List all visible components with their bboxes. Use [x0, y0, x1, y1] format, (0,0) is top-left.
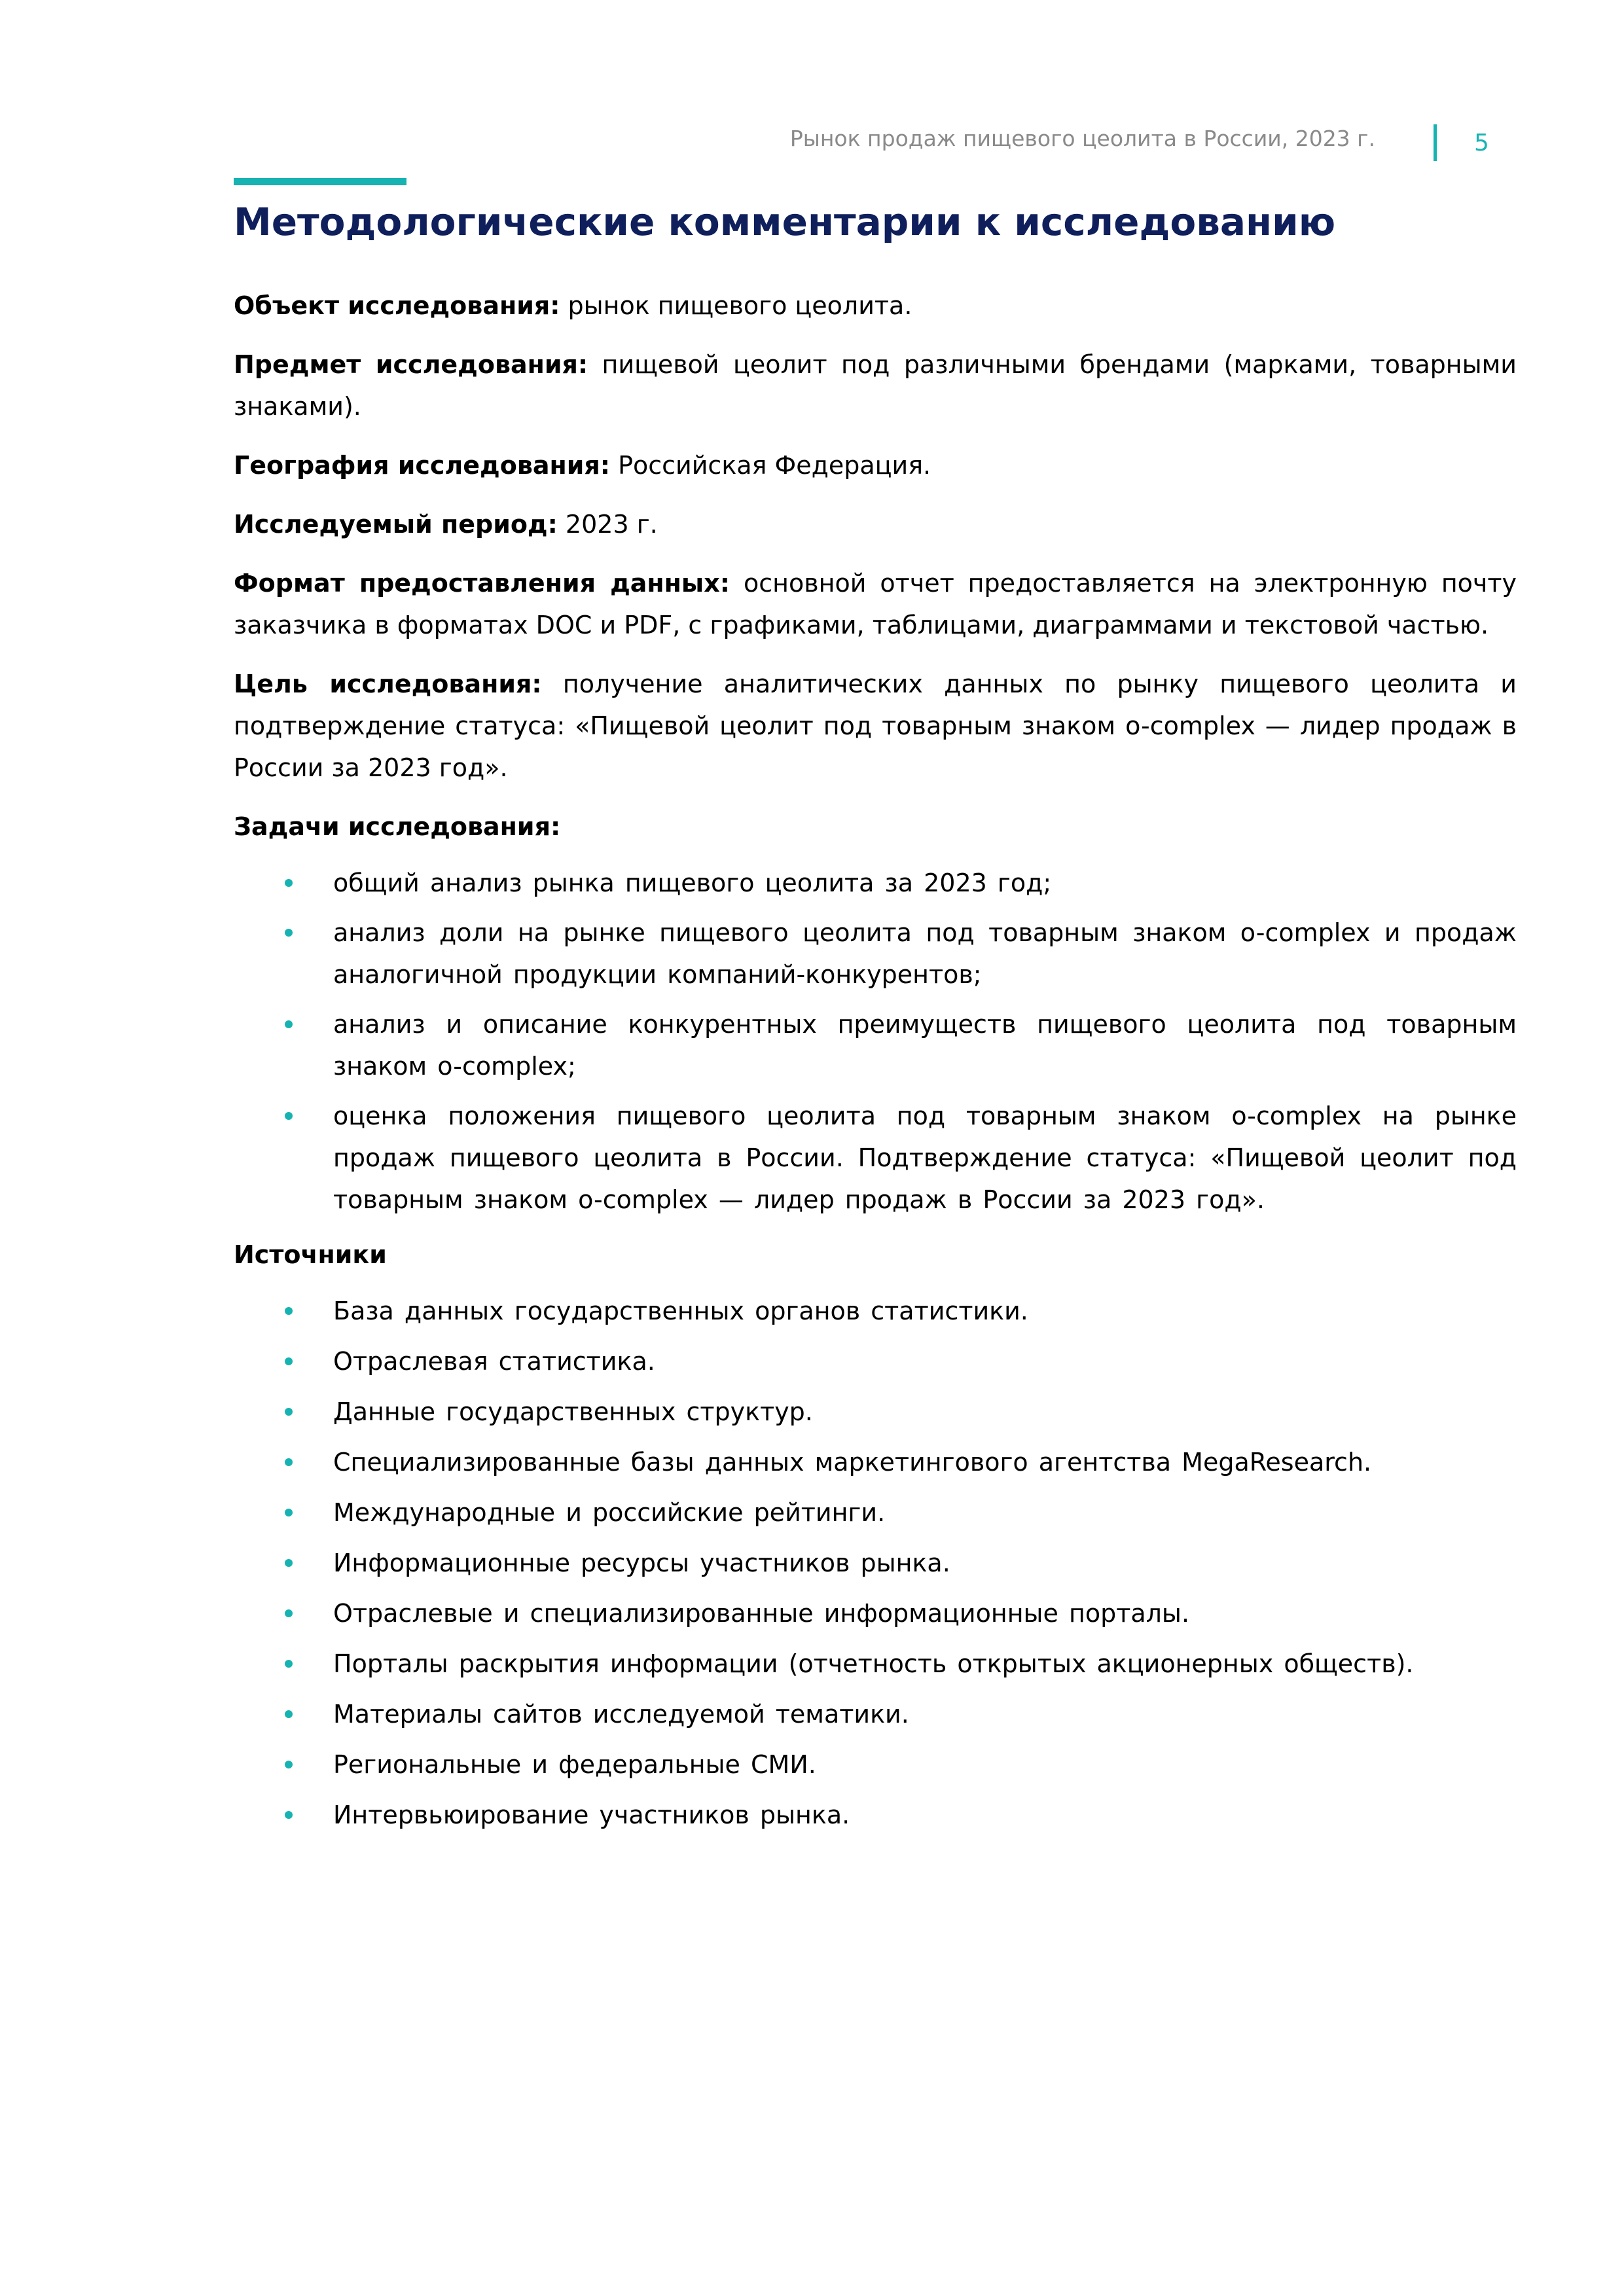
list-item-text: общий анализ рынка пищевого цеолита за 2023 год; [333, 869, 1052, 897]
list-item [234, 1794, 1517, 1836]
list-item [234, 1003, 1517, 1087]
list-item-text: Отраслевая статистика. [333, 1347, 655, 1376]
list-item-text: Отраслевые и специализированные информационные порталы. [333, 1599, 1190, 1628]
heading-accent-bar [234, 178, 406, 185]
bullet-dot-icon [285, 879, 293, 887]
bullet-dot-icon [285, 929, 293, 937]
list-item-text: Порталы раскрытия информации (отчетность открытых акционерных обществ). [333, 1649, 1414, 1678]
bullet-dot-icon [285, 1710, 293, 1718]
field-label: Предмет исследования: [234, 350, 588, 379]
list-item [234, 1693, 1517, 1735]
header-title: Рынок продаж пищевого цеолита в России, 2023 г. [789, 126, 1375, 151]
page-heading: Методологические комментарии к исследованию [234, 200, 1336, 244]
list-item-text: Материалы сайтов исследуемой тематики. [333, 1700, 909, 1729]
list-item-text: Международные и российские рейтинги. [333, 1498, 886, 1527]
bullet-dot-icon [285, 1408, 293, 1416]
bullet-dot-icon [285, 1307, 293, 1315]
field-label: Объект исследования: [234, 291, 560, 320]
bullet-dot-icon [285, 1509, 293, 1516]
list-item [234, 1290, 1517, 1332]
list-item [234, 1492, 1517, 1534]
list-item [234, 862, 1517, 904]
list-item-text: Информационные ресурсы участников рынка. [333, 1549, 950, 1577]
list-item-text: Интервьюирование участников рынка. [333, 1801, 850, 1829]
list-item [234, 1592, 1517, 1634]
bullet-dot-icon [285, 1112, 293, 1120]
field-label: Формат предоставления данных: [234, 569, 731, 598]
list-item [234, 1542, 1517, 1584]
field-label: Исследуемый период: [234, 510, 558, 539]
field-value: пищевой цеолит под различными брендами (марками, товарными знаками). [234, 350, 1517, 421]
list-item [234, 1441, 1517, 1483]
sources-list [234, 1290, 1517, 1836]
field-value: 2023 г. [557, 510, 658, 539]
field-label: География исследования: [234, 451, 610, 480]
list-item [234, 1095, 1517, 1221]
bullet-dot-icon [285, 1559, 293, 1567]
list-item [234, 912, 1517, 996]
field-format [234, 562, 1517, 646]
list-item [234, 1340, 1517, 1382]
bullet-dot-icon [285, 1660, 293, 1668]
field-period [234, 503, 1517, 545]
list-item-text: анализ доли на рынке пищевого цеолита под товарным знаком o-complex и продаж аналогичной продукции компаний-конкурентов; [333, 918, 1517, 989]
bullet-dot-icon [285, 1357, 293, 1365]
bullet-dot-icon [285, 1761, 293, 1768]
field-value: Российская Федерация. [610, 451, 931, 480]
field-goal [234, 663, 1517, 789]
bullet-dot-icon [285, 1609, 293, 1617]
field-label: Цель исследования: [234, 670, 542, 698]
field-object [234, 285, 1517, 327]
field-subject [234, 344, 1517, 427]
list-item [234, 1643, 1517, 1685]
list-item-text: Региональные и федеральные СМИ. [333, 1750, 816, 1779]
tasks-title: Задачи исследования: [234, 812, 561, 841]
header-divider [1434, 124, 1437, 161]
bullet-dot-icon [285, 1458, 293, 1466]
bullet-dot-icon [285, 1811, 293, 1819]
list-item-text: Данные государственных структур. [333, 1397, 813, 1426]
list-item-text: База данных государственных органов статистики. [333, 1297, 1028, 1325]
list-item [234, 1744, 1517, 1785]
sources-title: Источники [234, 1240, 387, 1269]
bullet-dot-icon [285, 1020, 293, 1028]
list-item-text: Специализированные базы данных маркетингового агентства MegaResearch. [333, 1448, 1372, 1477]
field-value: основной отчет предоставляется на электронную почту заказчика в форматах DOC и PDF, с графиками, таблицами, диаграммами и текстовой частью. [234, 569, 1517, 639]
list-item-text: оценка положения пищевого цеолита под товарным знаком o-complex на рынке продаж пищевого цеолита в России. Подтверждение статуса: «Пищевой цеолит под товарным знаком o-complex — лидер продаж в России за 2023 год». [333, 1102, 1517, 1214]
field-value: получение аналитических данных по рынку пищевого цеолита и подтверждение статуса: «Пищевой цеолит под товарным знаком o-complex — лидер продаж в России за 2023 год». [234, 670, 1517, 782]
field-value: рынок пищевого цеолита. [560, 291, 912, 320]
field-geography [234, 444, 1517, 486]
list-item [234, 1391, 1517, 1433]
list-item-text: анализ и описание конкурентных преимуществ пищевого цеолита под товарным знаком o-complex; [333, 1010, 1517, 1081]
page-number: 5 [1474, 130, 1489, 156]
content-body [234, 285, 1517, 1849]
tasks-list [234, 862, 1517, 1221]
